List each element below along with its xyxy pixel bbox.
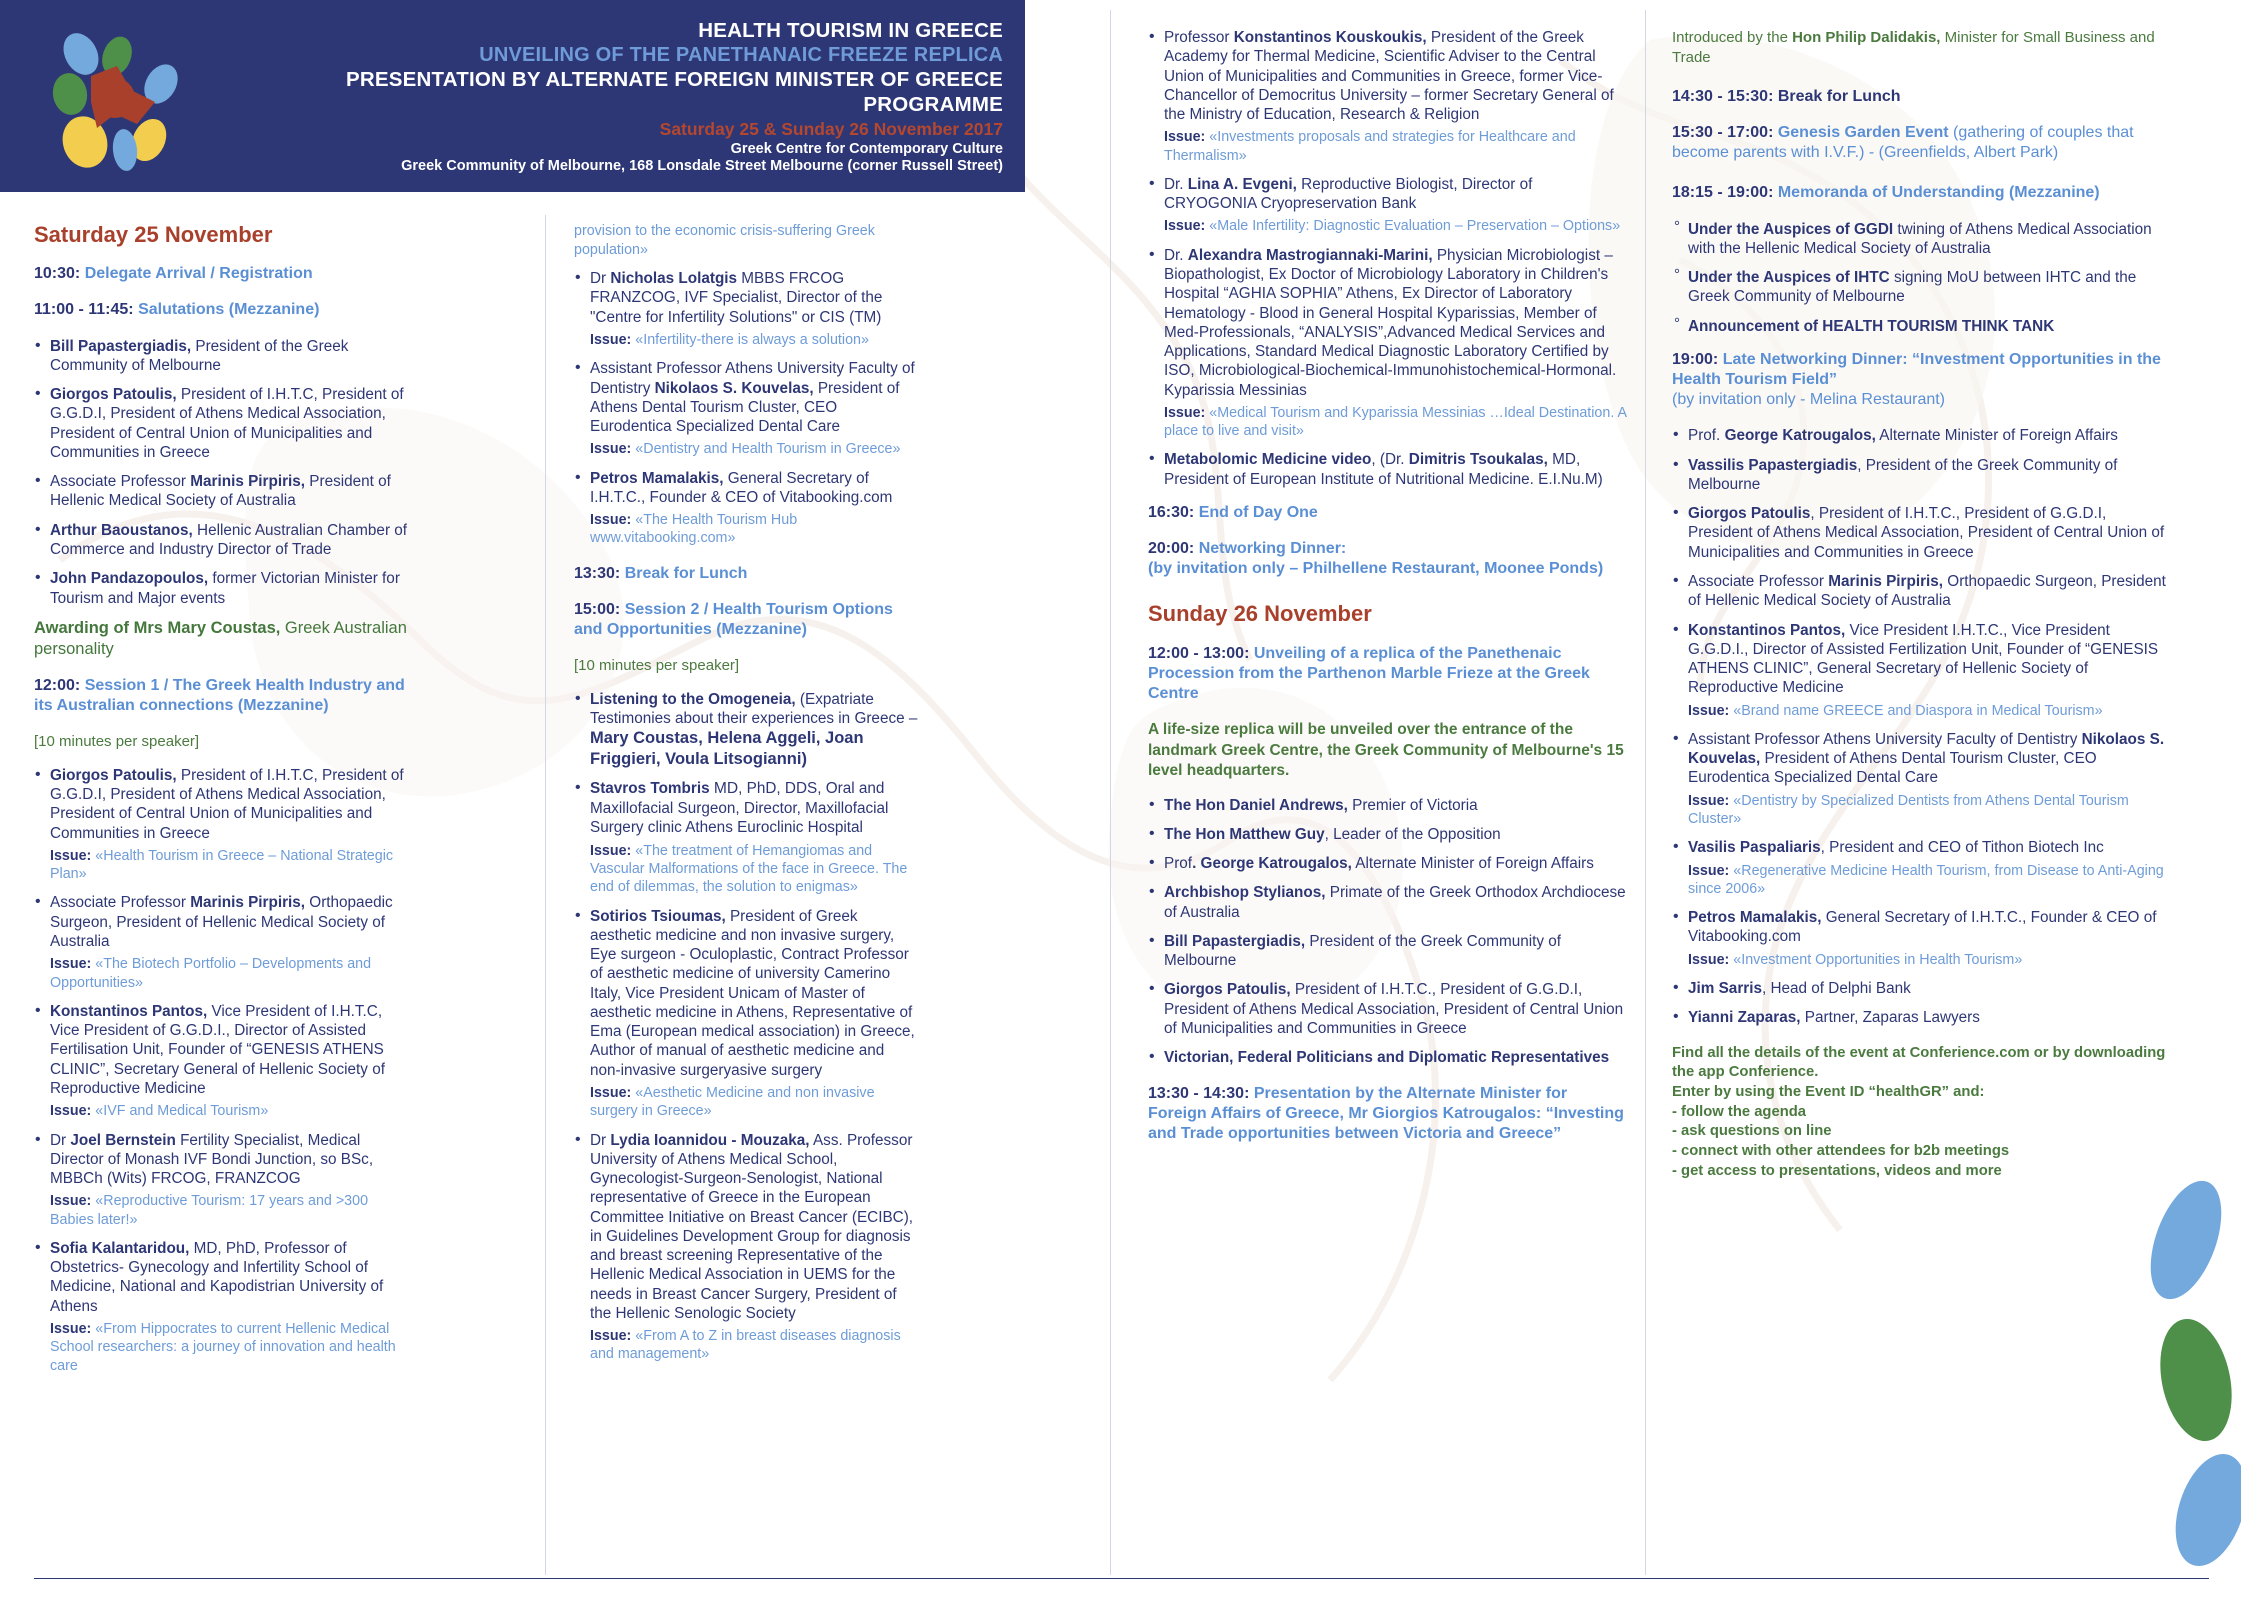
speaker-name: Petros Mamalakis, bbox=[590, 469, 724, 487]
issue-label: Issue: bbox=[1688, 862, 1730, 879]
issue-label: Issue: bbox=[50, 1103, 92, 1120]
slot-1030 bbox=[34, 264, 408, 284]
issue-label: Issue: bbox=[590, 1328, 632, 1345]
speaker-issue bbox=[1688, 702, 2167, 720]
speaker-issue bbox=[590, 440, 919, 458]
speaker-name: Konstantinos Pantos, bbox=[50, 1002, 208, 1020]
speaker-role: Orthopaedic Surgeon, President of Hellenic Medical Society of Australia bbox=[50, 894, 393, 951]
slot-1100-time: 11:00 - 11:45: bbox=[34, 301, 134, 319]
speaker-name: Giorgos Patoulis, bbox=[50, 386, 177, 404]
issue-label: Issue: bbox=[590, 1084, 632, 1101]
slot-1500-time: 15:00: bbox=[574, 600, 621, 618]
column-divider-2 bbox=[1110, 10, 1111, 1575]
speaker-role: MBBS FRCOG FRANZCOG, IVF Specialist, Director of the "Centre for Infertility Solutions" or CIS (TM) bbox=[590, 270, 883, 326]
slot-sunday-1200-time: 12:00 - 13:00: bbox=[1148, 644, 1250, 662]
speaker-issue bbox=[50, 1320, 408, 1375]
slot-1030-time: 10:30: bbox=[34, 265, 81, 283]
speaker-issue bbox=[1164, 217, 1628, 235]
slot-1100-desc: Salutations (Mezzanine) bbox=[133, 301, 320, 319]
speaker-issue bbox=[590, 511, 919, 548]
list-item bbox=[1672, 838, 2167, 898]
slot-sunday-1200 bbox=[1148, 644, 1628, 704]
app-instructions-line5: - connect with other attendees for b2b meetings bbox=[1672, 1142, 2010, 1159]
speaker-list-session1 bbox=[34, 766, 408, 1375]
issue-text: «The treatment of Hemangiomas and Vascular Malformations of the face in Greece. The end of dilemmas, the solution to enigmas» bbox=[590, 842, 908, 896]
issue-label: Issue: bbox=[1164, 218, 1206, 235]
slot-1330-desc: Break for Lunch bbox=[620, 564, 748, 582]
speaker-name: Marinis Pirpiris, bbox=[190, 894, 306, 912]
list-item bbox=[1672, 730, 2167, 828]
list-item bbox=[1148, 796, 1628, 815]
slot-1530 bbox=[1672, 123, 2167, 163]
issue-text: «Brand name GREECE and Diaspora in Medical Tourism» bbox=[1729, 702, 2103, 719]
slot-1900-sub: (by invitation only - Melina Restaurant) bbox=[1672, 391, 1946, 409]
slot-2000-time: 20:00: bbox=[1148, 540, 1195, 558]
issue-text: «Investments proposals and strategies for Healthcare and Thermalism» bbox=[1164, 129, 1576, 164]
speaker-name: Giorgos Patoulis, bbox=[50, 766, 177, 784]
column-saturday-part2 bbox=[574, 222, 919, 1374]
issue-label: Issue: bbox=[590, 842, 632, 859]
speaker-issue bbox=[590, 842, 919, 897]
header-dates: Saturday 25 & Sunday 26 November 2017 bbox=[659, 119, 1003, 140]
column-divider-3 bbox=[1645, 10, 1646, 1575]
speaker-role: President of Athens Dental Tourism Cluster, CEO Eurodentica Specialized Dental Care bbox=[1688, 750, 2097, 787]
speaker-prefix: Dr. bbox=[1164, 246, 1188, 264]
list-item bbox=[1672, 1008, 2167, 1027]
app-instructions-line2: Enter by using the Event ID “healthGR” and: bbox=[1672, 1083, 1985, 1100]
speaker-role: Partner, Zaparas Lawyers bbox=[1800, 1009, 1980, 1027]
slot-2000-sub: (by invitation only – Philhellene Restaurant, Moonee Ponds) bbox=[1148, 560, 1604, 578]
slot-1100 bbox=[34, 300, 408, 320]
list-item bbox=[1148, 932, 1628, 971]
speaker-list-dinner bbox=[1672, 426, 2167, 1027]
slot-sunday-1330-desc: Presentation by the Alternate Minister for Foreign Affairs of Greece, Mr Giorgios Katrougalos: “Investing and Trade opportunities between Victoria and Greece” bbox=[1148, 1084, 1624, 1142]
list-item bbox=[574, 907, 919, 1121]
continuation-text: provision to the economic crisis-suffering Greek population» bbox=[574, 223, 875, 258]
speaker-role: , Head of Delphi Bank bbox=[1761, 979, 1911, 997]
speaker-name: The Hon Daniel Andrews, bbox=[1164, 796, 1348, 814]
speaker-list-session1-cont bbox=[574, 269, 919, 548]
list-item bbox=[1148, 175, 1628, 236]
guest-list-sunday bbox=[1148, 796, 1628, 1068]
introduced-by-name: Hon Philip Dalidakis, bbox=[1792, 29, 1941, 46]
speaker-prefix: Dr bbox=[590, 270, 611, 288]
speaker-prefix: Associate Professor bbox=[1688, 573, 1829, 591]
speaker-issue bbox=[1164, 128, 1628, 165]
speaker-role: President of Hellenic Medical Society of Australia bbox=[50, 473, 391, 510]
speaker-name: George Katrougalos, bbox=[1724, 427, 1876, 445]
speaker-name: Yianni Zaparas, bbox=[1688, 1009, 1801, 1027]
speaker-list-session2-cont bbox=[1148, 28, 1628, 489]
speaker-name: Listening to the Omogeneia, bbox=[590, 690, 796, 708]
speaker-issue bbox=[50, 847, 408, 884]
list-item bbox=[1672, 908, 2167, 969]
issue-label: Issue: bbox=[590, 441, 632, 458]
slot-1630-desc: End of Day One bbox=[1194, 504, 1318, 521]
speaker-role: Orthopaedic Surgeon, President of Hellenic Medical Society of Australia bbox=[1688, 573, 2166, 610]
speaker-name: Metabolomic Medicine video bbox=[1164, 451, 1372, 469]
speaker-prefix: Dr bbox=[590, 1131, 611, 1149]
speaker-role: , PhD, DDS, Oral and Maxillofacial Surgeon, Director, Maxillofacial Surgery clinic Athens Euroclinic Hospital bbox=[590, 780, 889, 837]
list-item bbox=[1148, 246, 1628, 441]
speaker-issue bbox=[1688, 792, 2167, 829]
slot-1430 bbox=[1672, 87, 2167, 107]
speaker-prefix: Prof bbox=[1164, 855, 1193, 873]
speaker-role: Vice President of I.H.T.C, Vice President of G.G.D.I., Director of Assisted Fertilisation Unit, Founder of “GENESIS ATHENS CLINIC”, Secretary General of Hellenic Society of Reproductive Medicine bbox=[50, 1002, 385, 1097]
issue-text: «The Health Tourism Hub www.vitabooking.com» bbox=[590, 512, 798, 547]
list-item bbox=[574, 269, 919, 349]
speaker-name: Konstantinos Kouskoukis, bbox=[1233, 29, 1427, 46]
speaker-name: Joel Bernstein bbox=[70, 1131, 176, 1149]
speaker-list-salutations bbox=[34, 337, 408, 608]
speaker-issue bbox=[590, 1327, 919, 1364]
slot-2000-desc: Networking Dinner: bbox=[1194, 540, 1347, 558]
speaker-role: former Victorian Minister for Tourism and Major events bbox=[50, 570, 400, 607]
issue-text: «Health Tourism in Greece – National Strategic Plan» bbox=[50, 847, 394, 883]
speaker-role: Vice President I.H.T.C., Vice President G.G.D.I., Director of Assisted Fertilization Unit, Founder of “GENESIS ATHENS CLINIC”, General Secretary of Hellenic Society of Reproductive Medicine bbox=[1688, 621, 2159, 697]
speaker-role: , (Dr. bbox=[1371, 451, 1409, 469]
speaker-name: Alexandra Mastrogiannaki-Marini, bbox=[1187, 246, 1433, 264]
slot-sunday-1330-time: 13:30 - 14:30: bbox=[1148, 1084, 1250, 1102]
issue-label: Issue: bbox=[50, 1320, 92, 1337]
issue-text: «Medical Tourism and Kyparissia Messinias …Ideal Destination. A place to live and visit» bbox=[1164, 404, 1627, 440]
issue-text: «The Biotech Portfolio – Developments and Opportunities» bbox=[50, 956, 372, 991]
issue-label: Issue: bbox=[590, 512, 632, 529]
header-text-block bbox=[346, 18, 1003, 176]
speaker-name: Jim Sarris bbox=[1688, 979, 1762, 997]
speaker-name: Giorgos Patoulis, bbox=[1164, 981, 1291, 999]
poster-header bbox=[0, 0, 1025, 192]
speaker-role: President of I.H.T.C, President of G.G.D.I, President of Athens Medical Association, President of Central Union of Municipalities and Communities in Greece bbox=[50, 766, 404, 842]
speaker-prefix: Assistant Professor Athens University Faculty of Dentistry bbox=[590, 360, 915, 397]
corner-decoration-shapes bbox=[2011, 1180, 2241, 1600]
slot-sunday-1330 bbox=[1148, 1084, 1628, 1144]
speaker-role: , President and CEO of Tithon Biotech Inc bbox=[1820, 839, 2104, 857]
speaker-role: President of I.H.T.C., President of G.G.D.I, President of Athens Medical Association, President of Central Union of Municipalities and Communities in Greece bbox=[1164, 981, 1624, 1037]
issue-text: «Dentistry by Specialized Dentists from Athens Dental Tourism Cluster» bbox=[1688, 792, 2129, 827]
header-title-line2: UNVEILING OF THE PANETHANAIC FREEZE REPLICA bbox=[479, 44, 1003, 66]
speaker-name: Nicholas Lolatgis bbox=[610, 270, 738, 288]
slot-1330-time: 13:30: bbox=[574, 564, 621, 582]
speaker-role: Physician Microbiologist – Biopathologist, Ex Doctor of Microbiology Laboratory in Children's Hospital “AGHIA SOPHIA” Athens, Ex Director of Laboratory Hematology - Blood in General Hospital Kyparissias, Member of Med-Professionals, “ANALYSIS”,Advanced Medical Services and Applications, Standard Medical Diagnostic Laboratory Certified by ISO, Microbiological-Biochemical-Immunohistochemical-Hormonal. Kyparissia Messinias bbox=[1164, 246, 1617, 399]
speaker-role: Fertility Specialist, Medical Director of Monash IVF Bondi Junction, so BSc, MBBCh (Wits) FRCOG, FRANZCOG bbox=[50, 1131, 374, 1188]
issue-label: Issue: bbox=[50, 1193, 92, 1210]
speaker-role: General Secretary of I.H.T.C., Founder & CEO of Vitabooking.com bbox=[1688, 909, 2157, 946]
speaker-role: President of I.H.T.C, President of G.G.D.I, President of Athens Medical Association, President of Central Union of Municipalities and Communities in Greece bbox=[50, 386, 404, 461]
speaker-issue bbox=[590, 1084, 919, 1121]
issue-text: «IVF and Medical Tourism» bbox=[91, 1103, 269, 1120]
list-item bbox=[1672, 268, 2167, 307]
list-item bbox=[1148, 883, 1628, 922]
list-item bbox=[34, 1002, 408, 1121]
slot-1815-desc: Memoranda of Understanding (Mezzanine) bbox=[1773, 184, 2100, 202]
speaker-prefix: Assistant Professor Athens University Faculty of Dentistry bbox=[1688, 730, 2082, 748]
issue-label: Issue: bbox=[590, 331, 632, 348]
column-saturday-part1 bbox=[34, 222, 408, 1385]
header-title-line4: PROGRAMME bbox=[863, 93, 1003, 117]
speaker-names-emphasis: Mary Coustas, Helena Aggeli, Joan Friggieri, Voula Litsogianni) bbox=[590, 729, 864, 768]
list-item bbox=[1672, 317, 2167, 336]
speaker-role: Ass. Professor University of Athens Medical School, Gynecologist-Surgeon-Senologist, National representative of Greece in the European Committee Initiative on Breast Cancer (ECIBC), in Guidelines Development Group for diagnosis and breast screening Representative of the Hellenic Medical Association in UEMS for the needs in Breast Cancer Surgery, President of the Hellenic Senologic Society bbox=[590, 1131, 914, 1322]
list-item bbox=[1672, 621, 2167, 720]
list-item bbox=[1672, 979, 2167, 998]
speaker-role: President of the Greek Community of Melbourne bbox=[1164, 932, 1562, 970]
award-note-rest: Greek Australian personality bbox=[34, 618, 407, 658]
speaker-name-secondary: Dimitris Tsoukalas, bbox=[1408, 451, 1548, 469]
speaker-role: Reproductive Biologist, Director of CRYOGONIA Cryopreservation Bank bbox=[1164, 175, 1533, 213]
speaker-name: Marinis Pirpiris, bbox=[1828, 573, 1944, 591]
introduced-by-note bbox=[1672, 28, 2167, 67]
speaker-name: Konstantinos Pantos, bbox=[1688, 621, 1846, 639]
list-item bbox=[1148, 854, 1628, 873]
speaker-role: Alternate Minister of Foreign Affairs bbox=[1875, 427, 2118, 445]
issue-label: Issue: bbox=[1688, 951, 1730, 968]
slot-1630-time: 16:30: bbox=[1148, 504, 1195, 521]
speaker-role: President of Athens Dental Tourism Cluster, CEO Eurodentica Specialized Dental Care bbox=[590, 379, 900, 436]
speaker-name: The Hon Matthew Guy bbox=[1164, 825, 1325, 843]
speaker-name: Announcement of HEALTH TOURISM THINK TANK bbox=[1688, 317, 2055, 335]
speaker-name: Arthur Baoustanos, bbox=[50, 521, 193, 539]
slot-1900-time: 19:00: bbox=[1672, 350, 1719, 368]
speaker-name: Lina A. Evgeni, bbox=[1187, 175, 1297, 193]
issue-label: Issue: bbox=[1688, 792, 1730, 809]
minutes-note-1: [10 minutes per speaker] bbox=[34, 733, 200, 751]
issue-text: «Reproductive Tourism: 17 years and >300 Babies later!» bbox=[50, 1193, 369, 1228]
minutes-note-2: [10 minutes per speaker] bbox=[574, 657, 740, 675]
list-item bbox=[1672, 456, 2167, 495]
speaker-prefix: Professor bbox=[1164, 29, 1234, 46]
bottom-rule bbox=[34, 1578, 2209, 1579]
app-instructions-line4: - ask questions on line bbox=[1672, 1123, 1832, 1140]
issue-label: Issue: bbox=[50, 847, 92, 864]
slot-1530-sub: (gathering of couples that become parents with I.V.F.) - (Greenfields, Albert Park) bbox=[1672, 124, 2134, 162]
issue-text: «Investment Opportunities in Health Tourism» bbox=[1729, 951, 2023, 968]
speaker-name: . George Katrougalos, bbox=[1192, 855, 1352, 873]
speaker-prefix: Dr. bbox=[1164, 175, 1188, 193]
speaker-issue bbox=[50, 1192, 408, 1229]
slot-1500 bbox=[574, 600, 919, 640]
speaker-role: General Secretary of I.H.T.C., Founder & CEO of Vitabooking.com bbox=[590, 469, 893, 506]
list-item bbox=[1672, 220, 2167, 259]
list-item bbox=[574, 779, 919, 896]
app-instructions-line3: - follow the agenda bbox=[1672, 1103, 1806, 1120]
list-item bbox=[1672, 572, 2167, 611]
speaker-name: Archbishop Stylianos, bbox=[1164, 884, 1326, 902]
speaker-name: Stavros Tombris bbox=[590, 780, 710, 798]
speaker-name: Giorgos Patoulis bbox=[1688, 505, 1811, 523]
slot-1200-desc: Session 1 / The Greek Health Industry and its Australian connections (Mezzanine) bbox=[34, 677, 405, 715]
replica-note: A life-size replica will be unveiled over the entrance of the landmark Greek Centre, the Greek Community of Melbourne's 15 level headquarters. bbox=[1148, 721, 1624, 780]
app-instructions-line1: Find all the details of the event at Conferience.com or by downloading the app Conferience. bbox=[1672, 1044, 2166, 1081]
issue-text: «Male Infertility: Diagnostic Evaluation – Preservation – Options» bbox=[1205, 218, 1621, 235]
issue-label: Issue: bbox=[50, 956, 92, 973]
slot-1530-desc: Genesis Garden Event bbox=[1773, 124, 1949, 142]
slot-1900-desc: Late Networking Dinner: “Investment Opportunities in the Health Tourism Field” bbox=[1672, 350, 2161, 389]
speaker-prefix: Dr bbox=[50, 1131, 71, 1149]
slot-1530-time: 15:30 - 17:00: bbox=[1672, 124, 1774, 142]
speaker-role: President of the Greek Community of Melbourne bbox=[50, 337, 349, 374]
issue-text: «Dentistry and Health Tourism in Greece» bbox=[631, 441, 901, 458]
speaker-role: Premier of Victoria bbox=[1347, 796, 1478, 814]
issue-text: «Infertility-there is always a solution» bbox=[631, 331, 869, 348]
speaker-role: , Leader of the Opposition bbox=[1324, 825, 1501, 843]
header-address: Greek Community of Melbourne, 168 Lonsdale Street Melbourne (corner Russell Street) bbox=[401, 158, 1003, 175]
speaker-name: Vasilis Paspaliaris bbox=[1688, 839, 1821, 857]
speaker-role: , President of I.H.T.C., President of G.G.D.I, President of Athens Medical Association, President of Central Union of Municipalities and Communities in Greece bbox=[1688, 505, 2165, 561]
list-item bbox=[574, 469, 919, 548]
issue-label: Issue: bbox=[1164, 129, 1206, 146]
list-item bbox=[574, 359, 919, 458]
app-instructions bbox=[1672, 1044, 2167, 1182]
speaker-name: Bill Papastergiadis, bbox=[1164, 932, 1306, 950]
slot-1200-time: 12:00: bbox=[34, 677, 81, 695]
speaker-list-session2 bbox=[574, 690, 919, 1364]
slot-2000 bbox=[1148, 539, 1628, 579]
auspices-list bbox=[1672, 220, 2167, 336]
introduced-by-prefix: Introduced by the bbox=[1672, 29, 1793, 46]
speaker-role-secondary: MD, President of European Institute of Nutritional Medicine. E.I.Nu.M) bbox=[1164, 451, 1603, 488]
list-item bbox=[1148, 450, 1628, 489]
list-item bbox=[1672, 426, 2167, 445]
slot-1630 bbox=[1148, 503, 1628, 523]
speaker-role: Alternate Minister of Foreign Affairs bbox=[1351, 855, 1594, 873]
speaker-issue bbox=[1688, 951, 2167, 969]
speaker-prefix: Prof. bbox=[1688, 427, 1725, 445]
issue-text: «From Hippocrates to current Hellenic Medical School researchers: a journey of innovation and health care bbox=[50, 1320, 396, 1374]
header-title-line1: HEALTH TOURISM IN GREECE bbox=[698, 19, 1003, 42]
speaker-role: Hellenic Australian Chamber of Commerce and Industry Director of Trade bbox=[50, 521, 408, 558]
list-item bbox=[34, 1239, 408, 1375]
speaker-role: President of Greek aesthetic medicine and non invasive surgery, Eye surgeon - Oculoplastic, Contract Professor of aesthetic medicine of university Camerino Italy, Vice President Unicam of Master of aesthetic medicine in Athens, Representative of Ema (European medical association) in Greece, Author of manual of aesthetic medicine and non-invasive surgeryasive surgery bbox=[590, 907, 915, 1079]
event-logo-icon bbox=[45, 22, 190, 174]
column-sunday-part2 bbox=[1672, 28, 2167, 1181]
list-item bbox=[1672, 504, 2167, 562]
list-item bbox=[34, 569, 408, 608]
header-venue: Greek Centre for Contemporary Culture bbox=[730, 140, 1003, 157]
slot-1430-desc: Break for Lunch bbox=[1773, 88, 1901, 105]
award-note bbox=[34, 618, 408, 660]
speaker-issue bbox=[590, 331, 919, 349]
list-item bbox=[34, 521, 408, 560]
speaker-issue bbox=[50, 955, 408, 992]
issue-label: Issue: bbox=[1688, 702, 1730, 719]
award-note-bold: Awarding of Mrs Mary Coustas, bbox=[34, 618, 281, 637]
speaker-issue bbox=[50, 1102, 408, 1120]
speaker-role-lead: MD bbox=[709, 780, 739, 798]
slot-1815 bbox=[1672, 183, 2167, 203]
issue-text: «Aesthetic Medicine and non invasive surgery in Greece» bbox=[590, 1084, 875, 1120]
slot-1500-desc: Session 2 / Health Tourism Options and Opportunities (Mezzanine) bbox=[574, 600, 893, 639]
list-item bbox=[34, 1131, 408, 1229]
speaker-name: Sofia Kalantaridou, bbox=[50, 1239, 190, 1257]
list-item bbox=[34, 766, 408, 884]
speaker-name: Under the Auspices of GGDI bbox=[1688, 220, 1894, 238]
column-session2-and-sunday bbox=[1148, 28, 1628, 1160]
list-item bbox=[34, 337, 408, 376]
list-item bbox=[574, 1131, 919, 1364]
slot-1900 bbox=[1672, 350, 2167, 410]
speaker-name: John Pandazopoulos, bbox=[50, 570, 209, 588]
list-item bbox=[34, 893, 408, 991]
speaker-issue bbox=[1688, 862, 2167, 899]
speaker-role: twining of Athens Medical Association with the Hellenic Medical Society of Australia bbox=[1688, 220, 2152, 257]
speaker-name: Petros Mamalakis, bbox=[1688, 909, 1822, 927]
speaker-name: Victorian, Federal Politicians and Diplomatic Representatives bbox=[1164, 1049, 1610, 1067]
issue-text: «From A to Z in breast diseases diagnosis and management» bbox=[590, 1328, 901, 1363]
speaker-name: Lydia Ioannidou - Mouzaka, bbox=[610, 1131, 810, 1149]
list-item bbox=[1148, 980, 1628, 1038]
day-heading-sunday: Sunday 26 November bbox=[1148, 601, 1372, 627]
slot-1430-time: 14:30 - 15:30: bbox=[1672, 88, 1774, 105]
speaker-role: (Expatriate Testimonies about their experiences in Greece – bbox=[590, 690, 918, 727]
speaker-issue bbox=[1164, 404, 1628, 441]
speaker-name: Vassilis Papastergiadis bbox=[1688, 456, 1858, 474]
slot-sunday-1200-desc: Unveiling of a replica of the Panethenaic Procession from the Parthenon Marble Frieze at the Greek Centre bbox=[1148, 644, 1590, 703]
column-divider-1 bbox=[545, 215, 546, 1575]
list-item bbox=[34, 385, 408, 462]
speaker-name: Under the Auspices of IHTC bbox=[1688, 269, 1890, 287]
header-title-line3: PRESENTATION BY ALTERNATE FOREIGN MINISTER OF GREECE bbox=[346, 68, 1003, 92]
issue-text: «Regenerative Medicine Health Tourism, from Disease to Anti-Aging since 2006» bbox=[1688, 862, 2164, 897]
speaker-name: Nikolaos S. Kouvelas, bbox=[1688, 730, 2165, 768]
speaker-role: MD, PhD, Professor of Obstetrics- Gynecology and Infertility School of Medicine, National and Kapodistrian University of Athens bbox=[50, 1239, 384, 1315]
list-item bbox=[574, 690, 919, 770]
list-item bbox=[1148, 28, 1628, 165]
speaker-role: signing MoU between IHTC and the Greek Community of Melbourne bbox=[1688, 269, 2137, 306]
speaker-prefix: Associate Professor bbox=[50, 473, 191, 491]
list-item bbox=[34, 472, 408, 511]
speaker-name: Marinis Pirpiris, bbox=[190, 473, 306, 491]
introduced-by-role: Minister for Small Business and Trade bbox=[1672, 29, 2155, 66]
slot-1815-time: 18:15 - 19:00: bbox=[1672, 184, 1774, 202]
app-instructions-line6: - get access to presentations, videos and more bbox=[1672, 1162, 2002, 1179]
list-item bbox=[1148, 825, 1628, 844]
speaker-name: Sotirios Tsioumas, bbox=[590, 907, 726, 925]
speaker-prefix: Associate Professor bbox=[50, 894, 191, 912]
speaker-name: Nikolaos S. Kouvelas, bbox=[654, 379, 814, 397]
slot-1200 bbox=[34, 676, 408, 716]
day-heading-saturday: Saturday 25 November bbox=[34, 222, 273, 247]
speaker-role: , President of the Greek Community of Melbourne bbox=[1688, 456, 2118, 493]
speaker-role: Primate of the Greek Orthodox Archdiocese of Australia bbox=[1164, 884, 1626, 921]
speaker-name: Bill Papastergiadis, bbox=[50, 337, 192, 355]
speaker-role: President of the Greek Academy for Thermal Medicine, Scientific Adviser to the Central Union of Municipalities and Communities in Greece, former Vice-Chancellor of Democritus University – former Secretary General of the Ministry of Education, Research & Religion bbox=[1164, 29, 1614, 124]
slot-1330 bbox=[574, 564, 919, 584]
issue-label: Issue: bbox=[1164, 404, 1206, 421]
list-item bbox=[1148, 1048, 1628, 1067]
slot-1030-desc: Delegate Arrival / Registration bbox=[80, 265, 313, 283]
